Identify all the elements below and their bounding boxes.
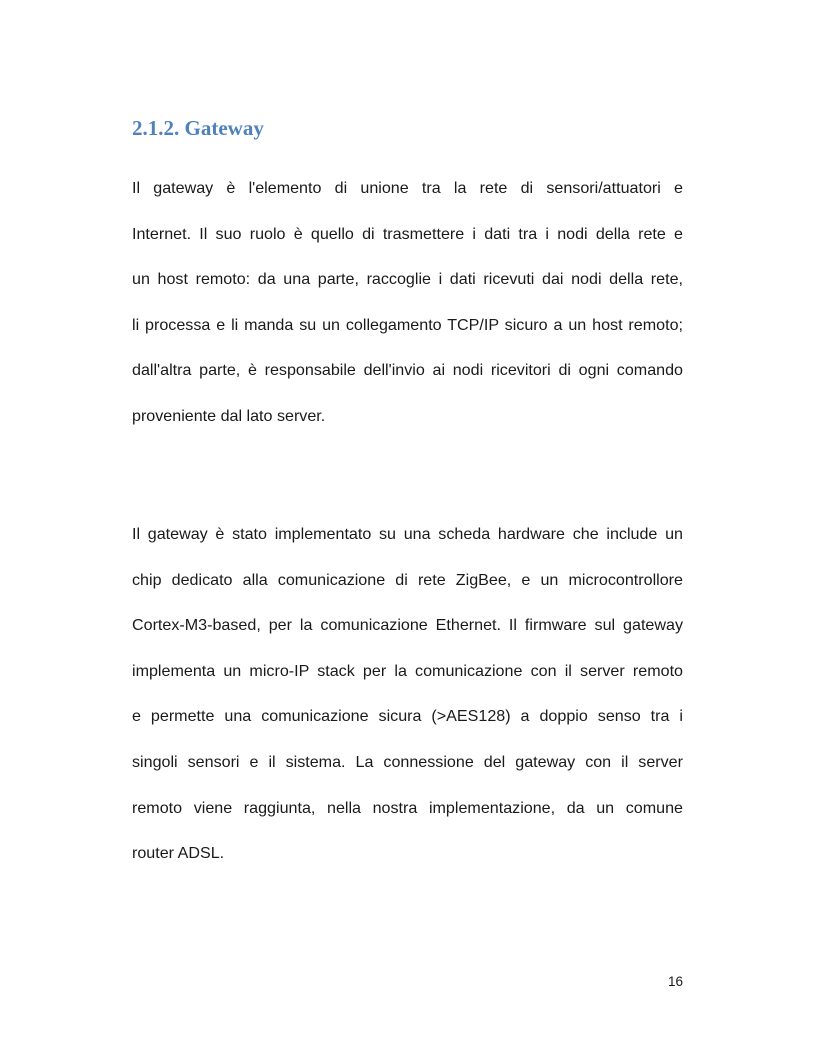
text-line: remoto viene raggiunta, nella nostra implementazione, da un comune bbox=[132, 798, 683, 817]
text-line: singoli sensori e il sistema. La connessione del gateway con il server bbox=[132, 752, 683, 771]
text-line: Internet. Il suo ruolo è quello di trasmettere i dati tra i nodi della rete e bbox=[132, 224, 683, 243]
text-line: e permette una comunicazione sicura (>AES128) a doppio senso tra i bbox=[132, 707, 683, 726]
text-line: li processa e li manda su un collegamento TCP/IP sicuro a un host remoto; bbox=[132, 315, 683, 334]
text-line: Cortex-M3-based, per la comunicazione Ethernet. Il firmware sul gateway bbox=[132, 616, 683, 635]
text-line: router ADSL. bbox=[132, 844, 225, 863]
paragraph-gateway-implementation bbox=[132, 523, 683, 888]
text-line: un host remoto: da una parte, raccoglie i dati ricevuti dai nodi della rete, bbox=[132, 270, 683, 289]
text-line: dall'altra parte, è responsabile dell'invio ai nodi ricevitori di ogni comando bbox=[132, 361, 683, 380]
text-line: implementa un micro-IP stack per la comunicazione con il server remoto bbox=[132, 661, 683, 680]
section-heading: 2.1.2. Gateway bbox=[132, 116, 264, 140]
text-line: Il gateway è stato implementato su una scheda hardware che include un bbox=[132, 525, 683, 543]
text-line: Il gateway è l'elemento di unione tra la rete di sensori/attuatori e bbox=[132, 179, 683, 197]
page-number: 16 bbox=[667, 974, 683, 989]
text-line: proveniente dal lato server. bbox=[132, 406, 326, 425]
text-line: chip dedicato alla comunicazione di rete ZigBee, e un microcontrollore bbox=[132, 570, 683, 589]
paragraph-gateway-role bbox=[132, 177, 683, 451]
